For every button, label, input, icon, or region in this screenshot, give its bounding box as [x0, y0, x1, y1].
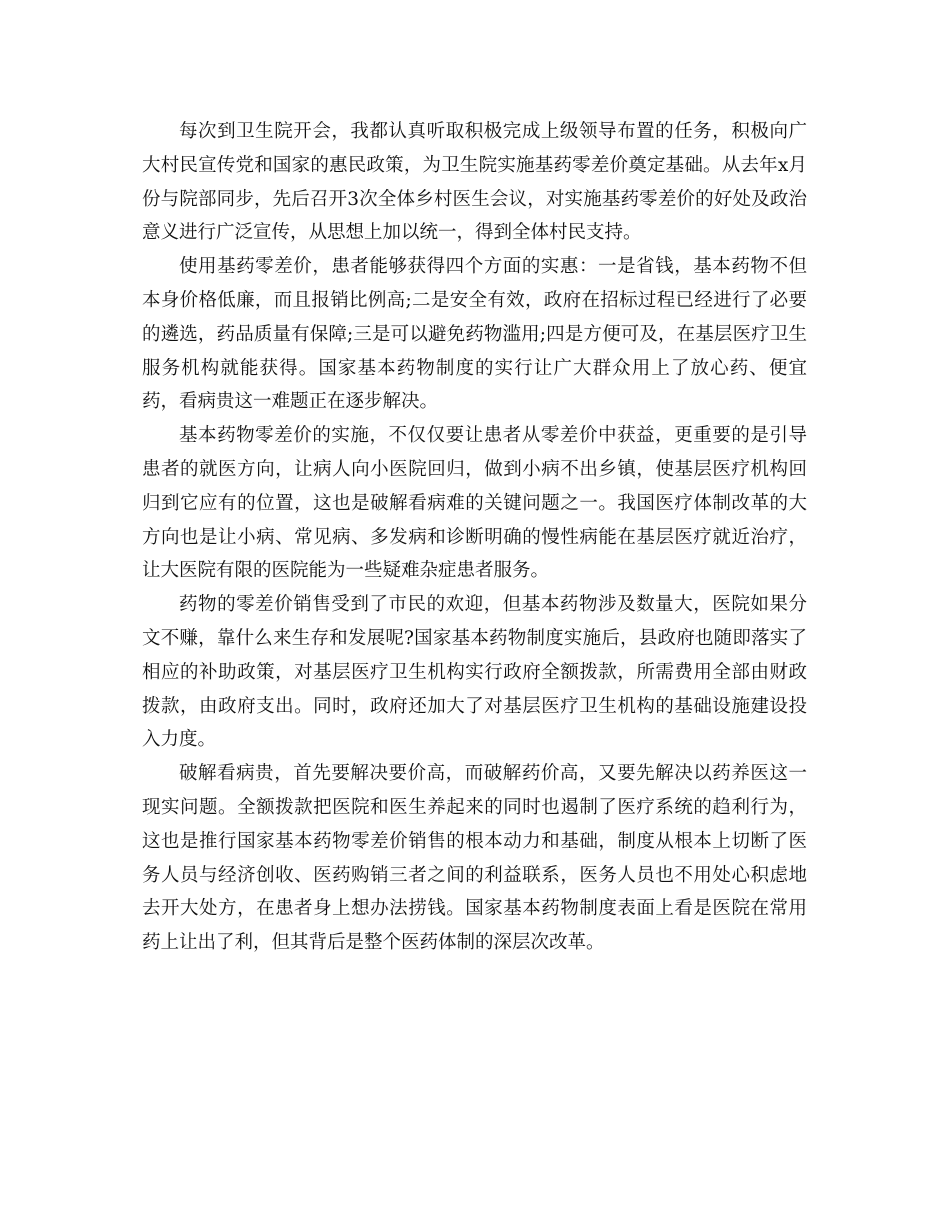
paragraph-4: 药物的零差价销售受到了市民的欢迎，但基本药物涉及数量大，医院如果分文不赚，靠什么来生存和发展呢?国家基本药物制度实施后，县政府也随即落实了相应的补助政策，对基层医疗卫生机构实行政府全额拨款，所需费用全部由财政拨款，由政府支出。同时，政府还加大了对基层医疗卫生机构的基础设施建设投入力度。 — [142, 594, 807, 751]
paragraph-2: 使用基药零差价，患者能够获得四个方面的实惠：一是省钱，基本药物不但本身价格低廉，而且报销比例高;二是安全有效，政府在招标过程已经进行了必要的遴选，药品质量有保障;三是可以避免药物滥用;四是方便可及，在基层医疗卫生服务机构就能获得。国家基本药物制度的实行让广大群众用上了放心药、便宜药，看病贵这一难题正在逐步解决。 — [142, 256, 807, 413]
paragraph-1: 每次到卫生院开会，我都认真听取积极完成上级领导布置的任务，积极向广大村民宣传党和国家的惠民政策，为卫生院实施基药零差价奠定基础。从去年x月份与院部同步，先后召开3次全体乡村医生会议，对实施基药零差价的好处及政治意义进行广泛宣传，从思想上加以统一，得到全体村民支持。 — [142, 121, 807, 244]
paragraph-5: 破解看病贵，首先要解决要价高，而破解药价高，又要先解决以药养医这一现实问题。全额拨款把医院和医生养起来的同时也遏制了医疗系统的趋利行为，这也是推行国家基本药物零差价销售的根本动力和基础，制度从根本上切断了医务人员与经济创收、医药购销三者之间的利益联系，医务人员也不用处心积虑地去开大处方，在患者身上想办法捞钱。国家基本药物制度表面上看是医院在常用药上让出了利，但其背后是整个医药体制的深层次改革。 — [142, 763, 807, 954]
paragraph-3: 基本药物零差价的实施，不仅仅要让患者从零差价中获益，更重要的是引导患者的就医方向，让病人向小医院回归，做到小病不出乡镇，使基层医疗机构回归到它应有的位置，这也是破解看病难的关键问题之一。我国医疗体制改革的大方向也是让小病、常见病、多发病和诊断明确的慢性病能在基层医疗就近治疗，让大医院有限的医院能为一些疑难杂症患者服务。 — [142, 425, 807, 582]
document-body — [142, 115, 807, 960]
